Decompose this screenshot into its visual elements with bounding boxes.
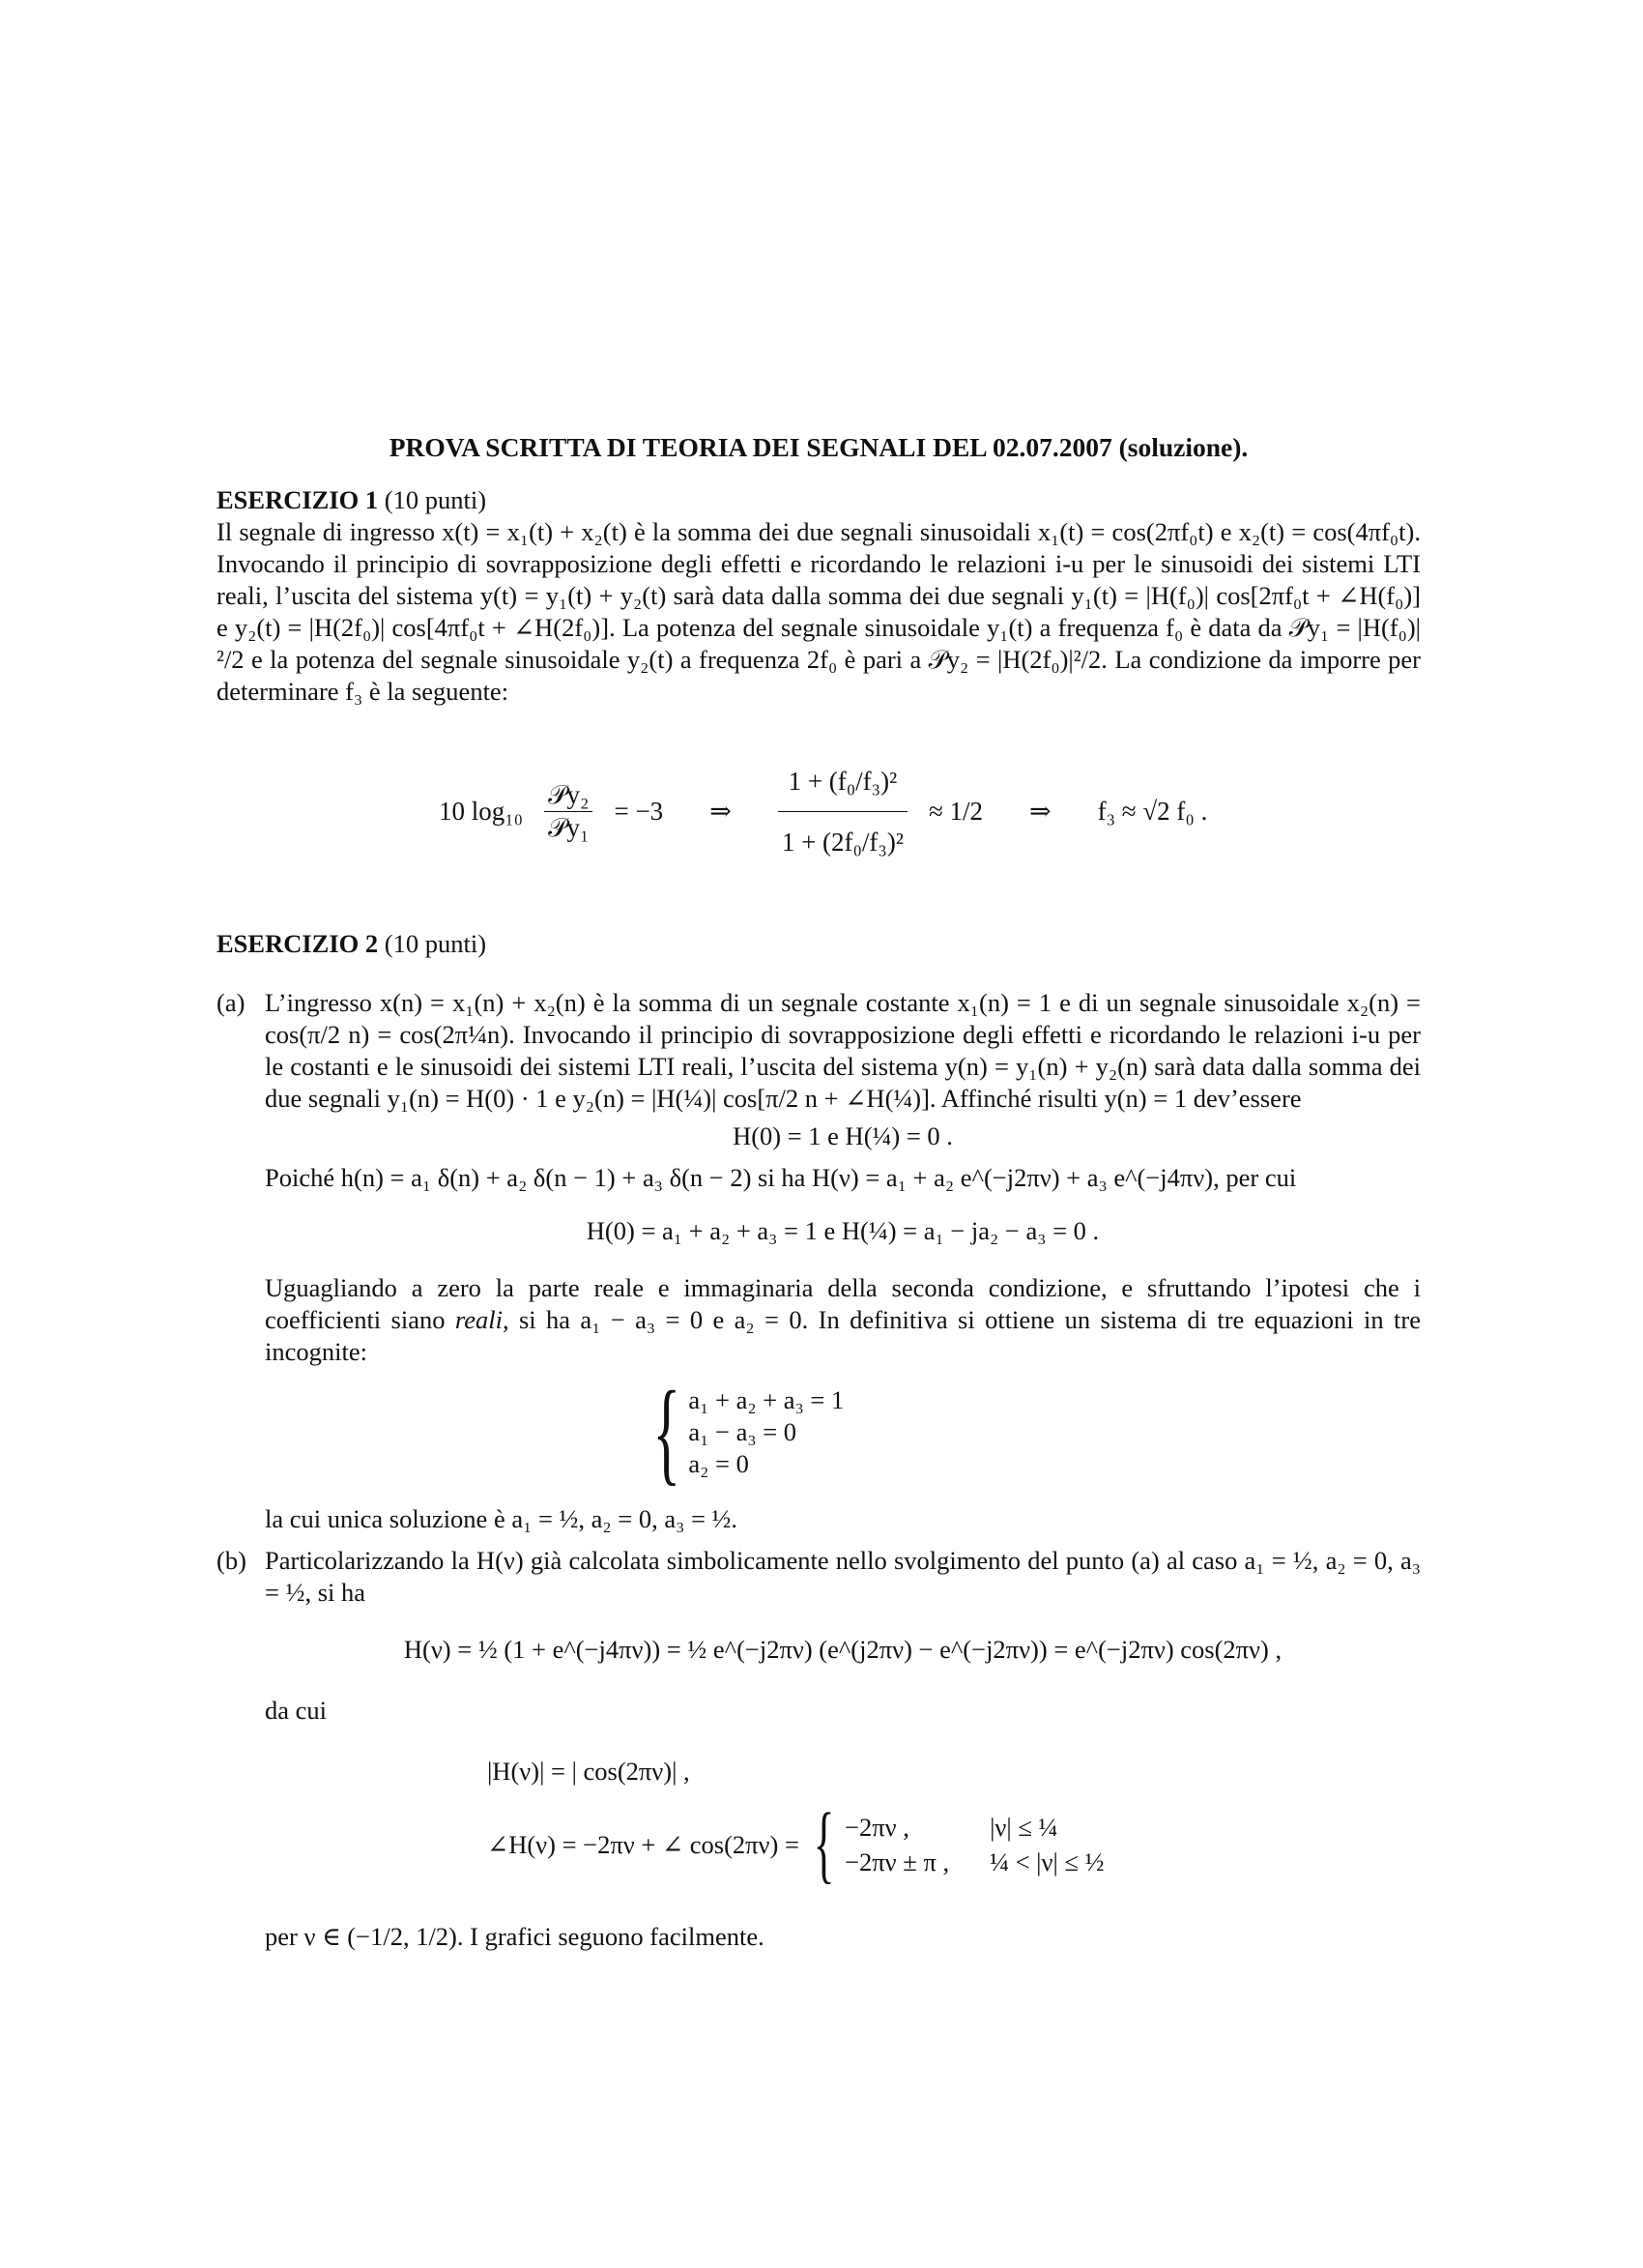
part-a-text-2: Poiché h(n) = a₁ δ(n) + a₂ δ(n − 1) + a₃ δ(n − 2) si ha H(ν) = a₁ + a₂ e^(−j2πν) + a₃ e^(−j4πν), per cui bbox=[265, 1163, 1297, 1192]
part-a-label: (a) bbox=[216, 988, 245, 1017]
frequency-ratio-numerator: 1 + (f₀/f₃)² bbox=[778, 751, 908, 812]
phase-lhs: ∠H(ν) = −2πν + ∠ cos(2πν) = bbox=[487, 1829, 799, 1859]
part-a-solution: la cui unica soluzione è a₁ = ½, a₂ = 0, a₃ = ½. bbox=[265, 1504, 738, 1533]
part-a-condition-equation: H(0) = 1 e H(¼) = 0 . bbox=[733, 1121, 953, 1150]
part-a-text-3-post: , si ha a₁ − a₃ = 0 e a₂ = 0. In definitiva si ottiene un sistema di tre equazioni in tre incognite: bbox=[265, 1305, 1422, 1366]
phase-case-2-condition: ¼ < |ν| ≤ ½ bbox=[990, 1847, 1105, 1876]
phase-cases bbox=[845, 1810, 1104, 1879]
system-brace: { bbox=[652, 1367, 680, 1496]
system-eq-3: a₂ = 0 bbox=[688, 1448, 749, 1478]
part-b-magnitude-equation: |H(ν)| = | cos(2πν)| , bbox=[487, 1757, 690, 1786]
part-a bbox=[216, 987, 1421, 1535]
phase-case-1-condition: |ν| ≤ ¼ bbox=[990, 1813, 1058, 1842]
part-b-final-text: per ν ∈ (−1/2, 1/2). I grafici seguono facilmente. bbox=[265, 1922, 764, 1951]
part-b-da-cui: da cui bbox=[265, 1696, 328, 1725]
page-title: PROVA SCRITTA DI TEORIA DEI SEGNALI DEL 02.07.2007 (soluzione). bbox=[389, 432, 1249, 462]
part-a-text-3-emphasis: reali bbox=[454, 1305, 503, 1334]
system-eq-1: a₁ + a₂ + a₃ = 1 bbox=[688, 1384, 845, 1414]
eq-lhs-log: 10 log₁₀ bbox=[439, 796, 524, 826]
phase-brace: { bbox=[813, 1796, 835, 1892]
part-a-text-3-pre: Uguagliando a zero la parte reale e immaginaria della seconda condizione, e sfruttando l’ipotesi che i coefficienti siano bbox=[265, 1273, 1421, 1334]
exercise-2-heading bbox=[216, 928, 1421, 960]
exercise-1-condition-equation bbox=[216, 729, 1421, 893]
system-equations bbox=[688, 1384, 844, 1480]
part-a-text-3 bbox=[265, 1272, 1421, 1368]
f3-result: f₃ ≈ √2 f₀ . bbox=[1097, 796, 1208, 826]
system-eq-2: a₁ − a₃ = 0 bbox=[688, 1416, 797, 1446]
part-b-text-1: Particolarizzando la H(ν) già calcolata simbolicamente nello svolgimento del punto (a) al caso a₁ = ½, a₂ = 0, a₃ = ½, si ha bbox=[265, 1546, 1421, 1607]
exercise-1-points: (10 punti) bbox=[384, 485, 487, 514]
power-ratio-numerator: 𝒫y₂ bbox=[544, 779, 592, 812]
frequency-ratio-fraction bbox=[778, 751, 908, 872]
phase-case-1: −2πν , bbox=[845, 1813, 909, 1842]
eq-minus-three: = −3 bbox=[614, 796, 664, 826]
power-ratio-fraction bbox=[544, 779, 592, 844]
part-b bbox=[216, 1545, 1421, 1953]
exercise-2-label: ESERCIZIO 2 bbox=[216, 929, 379, 958]
part-b-label: (b) bbox=[216, 1546, 246, 1575]
part-b-phase-equation bbox=[487, 1796, 1421, 1892]
frequency-ratio-denominator: 1 + (2f₀/f₃)² bbox=[781, 827, 904, 857]
part-a-text-1: L’ingresso x(n) = x₁(n) + x₂(n) è la somma di un segnale costante x₁(n) = 1 e di un segnale sinusoidale x₂(n) = cos(π/2 n) = cos(2π¼n). Invocando il principio di sovrapposizione degli effetti e ricordando le relazioni i-u per le costanti e le sinusoidi dei sistemi LTI reali, l’uscita del sistema y(n) = y₁(n) + y₂(n) sarà data dalla somma dei due segnali y₁(n) = H(0) · 1 e y₂(n) = |H(¼)| cos[π/2 n + ∠H(¼)]. Affinché risulti y(n) = 1 dev’essere bbox=[265, 988, 1421, 1113]
equation-system bbox=[236, 1367, 1421, 1496]
part-a-h-values-equation: H(0) = a₁ + a₂ + a₃ = 1 e H(¼) = a₁ − ja₂ − a₃ = 0 . bbox=[586, 1216, 1100, 1245]
part-b-h-equation: H(ν) = ½ (1 + e^(−j4πν)) = ½ e^(−j2πν) (e^(j2πν) − e^(−j2πν)) = e^(−j2πν) cos(2πν) , bbox=[403, 1635, 1283, 1664]
implies-symbol-2: ⇒ bbox=[1029, 796, 1052, 826]
approx-half: ≈ 1/2 bbox=[928, 796, 984, 826]
exercise-2-points: (10 punti) bbox=[384, 929, 487, 958]
implies-symbol-1: ⇒ bbox=[709, 796, 732, 826]
exercise-1-text: Il segnale di ingresso x(t) = x₁(t) + x₂(t) è la somma dei due segnali sinusoidali x₁(t) = cos(2πf₀t) e x₂(t) = cos(4πf₀t). Invocando il principio di sovrapposizione degli effetti e ricordando le relazioni i-u per le sinusoidi dei sistemi LTI reali, l’uscita del sistema y(t) = y₁(t) + y₂(t) sarà data dalla somma dei due segnali y₁(t) = |H(f₀)| cos[2πf₀t + ∠H(f₀)] e y₂(t) = |H(2f₀)| cos[4πf₀t + ∠H(2f₀)]. La potenza del segnale sinusoidale y₁(t) a frequenza f₀ è data da 𝒫y₁ = |H(f₀)|²/2 e la potenza del segnale sinusoidale y₂(t) a frequenza 2f₀ è pari a 𝒫y₂ = |H(2f₀)|²/2. La condizione da imporre per determinare f₃ è la seguente: bbox=[216, 517, 1421, 706]
phase-case-2: −2πν ± π , bbox=[845, 1847, 950, 1876]
document-body bbox=[216, 431, 1421, 1953]
exercise-1-label: ESERCIZIO 1 bbox=[216, 485, 379, 514]
power-ratio-denominator: 𝒫y₁ bbox=[548, 812, 590, 842]
exercise-1-heading bbox=[216, 484, 1421, 516]
